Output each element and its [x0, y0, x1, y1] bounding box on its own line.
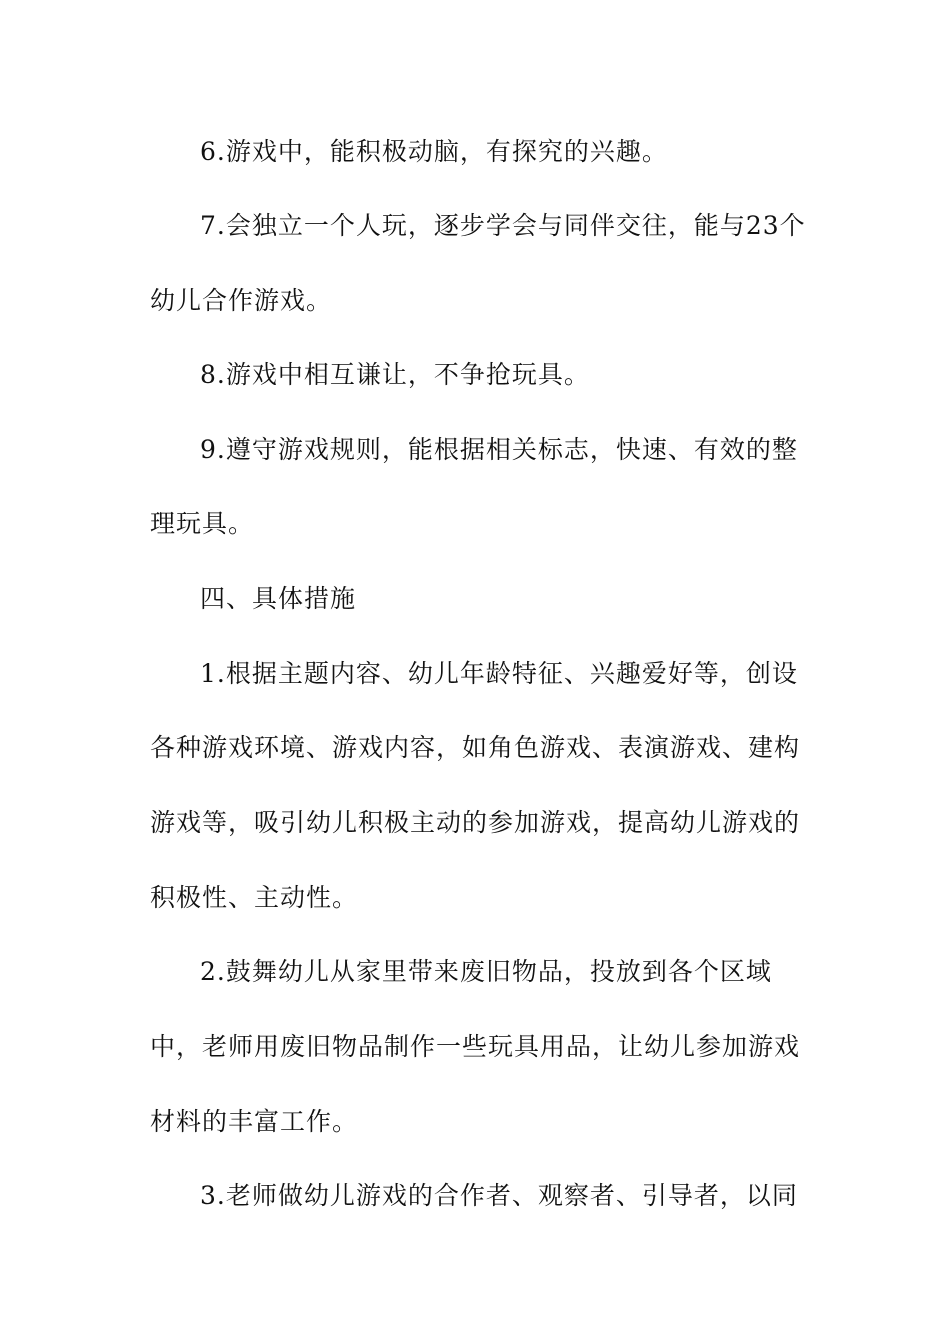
measure-2-line-2: 中，老师用废旧物品制作一些玩具用品，让幼儿参加游戏 — [150, 1032, 801, 1061]
measure-1-line-3: 游戏等，吸引幼儿积极主动的参加游戏，提高幼儿游戏的 — [150, 808, 801, 837]
paragraph-item-7-line-1: 7.会独立一个人玩，逐步学会与同伴交往，能与23个 — [200, 211, 806, 240]
measure-3-line-1: 3.老师做幼儿游戏的合作者、观察者、引导者，以同 — [200, 1181, 798, 1210]
paragraph-item-7-line-2: 幼儿合作游戏。 — [150, 286, 333, 315]
paragraph-item-9-line-2: 理玩具。 — [150, 509, 255, 538]
measure-1-line-1: 1.根据主题内容、幼儿年龄特征、兴趣爱好等，创设 — [200, 659, 798, 688]
paragraph-item-9-line-1: 9.遵守游戏规则，能根据相关标志，快速、有效的整 — [200, 435, 798, 464]
measure-1-line-2: 各种游戏环境、游戏内容，如角色游戏、表演游戏、建构 — [150, 733, 801, 762]
measure-1-line-4: 积极性、主动性。 — [150, 883, 359, 912]
paragraph-item-6: 6.游戏中，能积极动脑，有探究的兴趣。 — [200, 137, 668, 166]
measure-2-line-1: 2.鼓舞幼儿从家里带来废旧物品，投放到各个区域 — [200, 957, 772, 986]
paragraph-item-8: 8.游戏中相互谦让，不争抢玩具。 — [200, 360, 590, 389]
section-heading: 四、具体措施 — [200, 584, 357, 613]
measure-2-line-3: 材料的丰富工作。 — [150, 1107, 359, 1136]
